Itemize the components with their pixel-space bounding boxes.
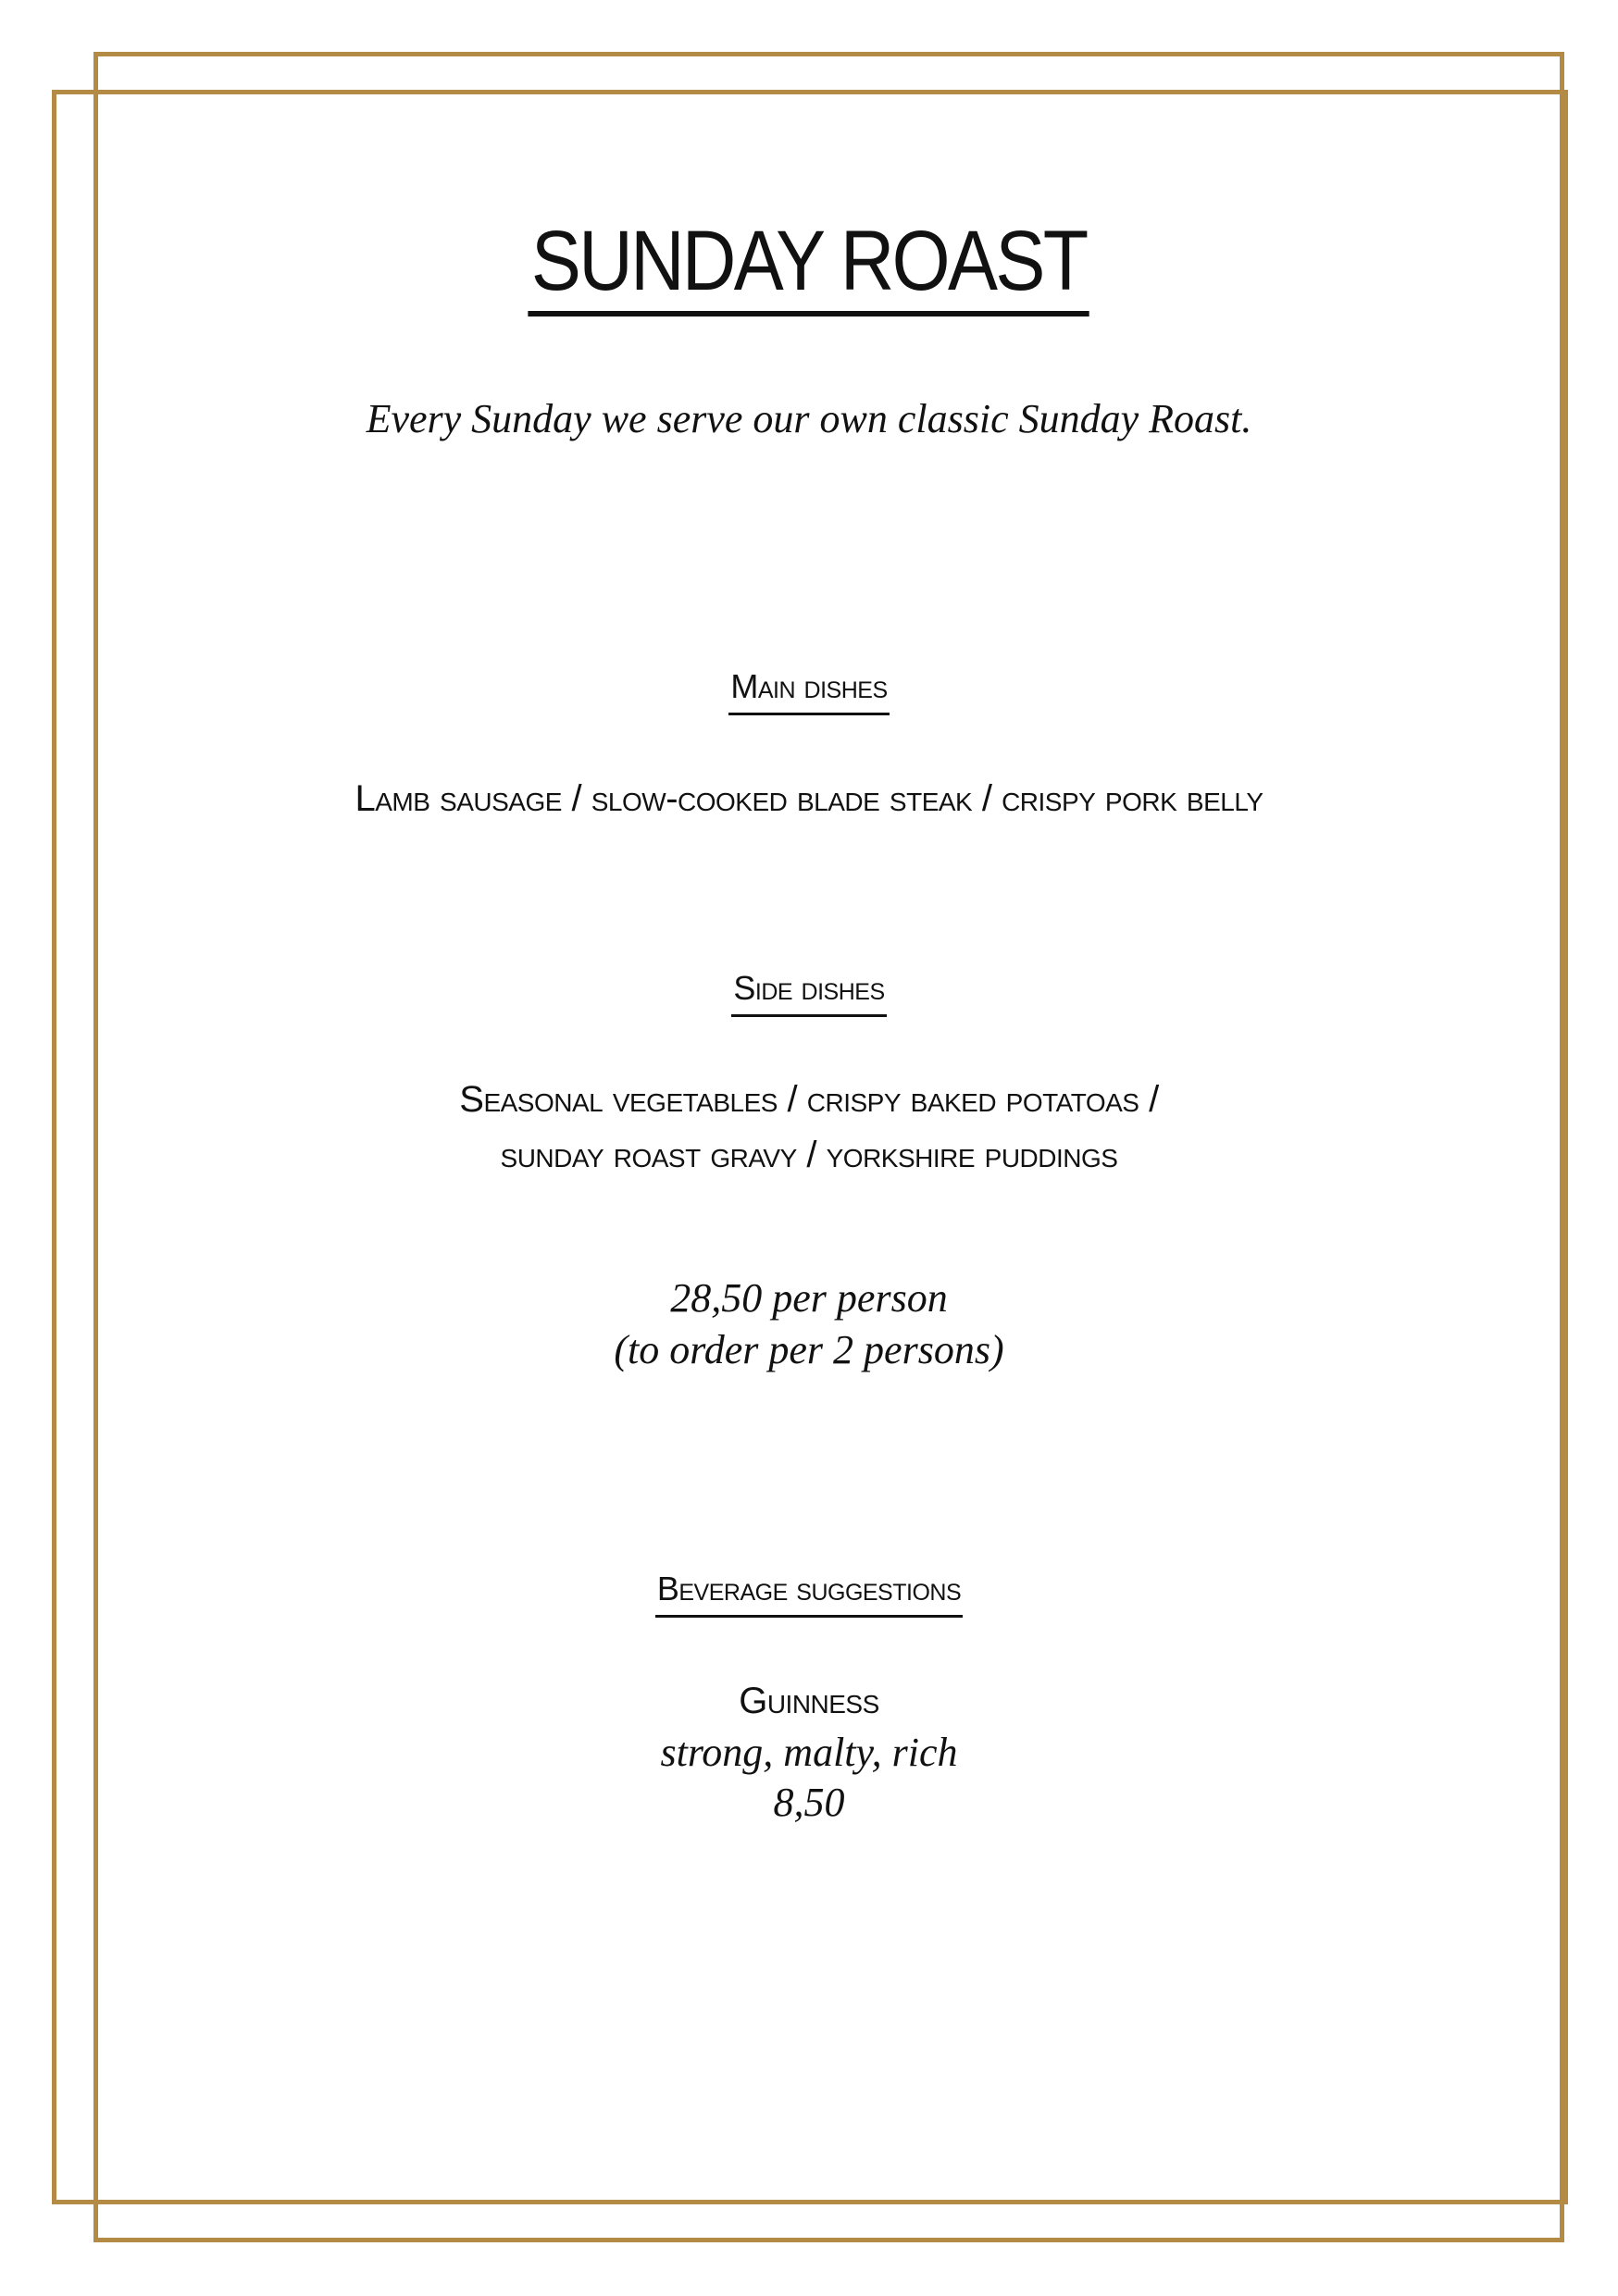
main-dishes-list: Lamb sausage / slow-cooked blade steak / crispy pork belly [355, 778, 1263, 819]
beverage-price: 8,50 [773, 1780, 845, 1825]
main-dishes-heading-block [0, 666, 1618, 715]
side-dishes-heading: Side dishes [731, 968, 886, 1017]
roast-order-note: (to order per 2 persons) [614, 1327, 1004, 1372]
roast-price [0, 1272, 1618, 1376]
side-dishes-heading-block [0, 968, 1618, 1017]
menu-title-block [0, 215, 1618, 316]
side-dishes-line-2: sunday roast gravy / yorkshire puddings [500, 1135, 1118, 1175]
menu-title: SUNDAY ROAST [529, 215, 1090, 316]
main-dishes-heading: Main dishes [728, 666, 889, 715]
roast-price-per-person: 28,50 per person [670, 1275, 948, 1321]
side-dishes-line-1: Seasonal vegetables / crispy baked potatoas / [459, 1079, 1159, 1120]
beverage-description: strong, malty, rich [660, 1730, 958, 1775]
side-dishes-list [0, 1072, 1618, 1183]
menu-intro: Every Sunday we serve our own classic Sunday Roast. [366, 396, 1252, 441]
beverage-heading: Beverage suggestions [655, 1569, 963, 1618]
beverage-heading-block [0, 1569, 1618, 1618]
beverage-name: Guinness [739, 1681, 879, 1721]
